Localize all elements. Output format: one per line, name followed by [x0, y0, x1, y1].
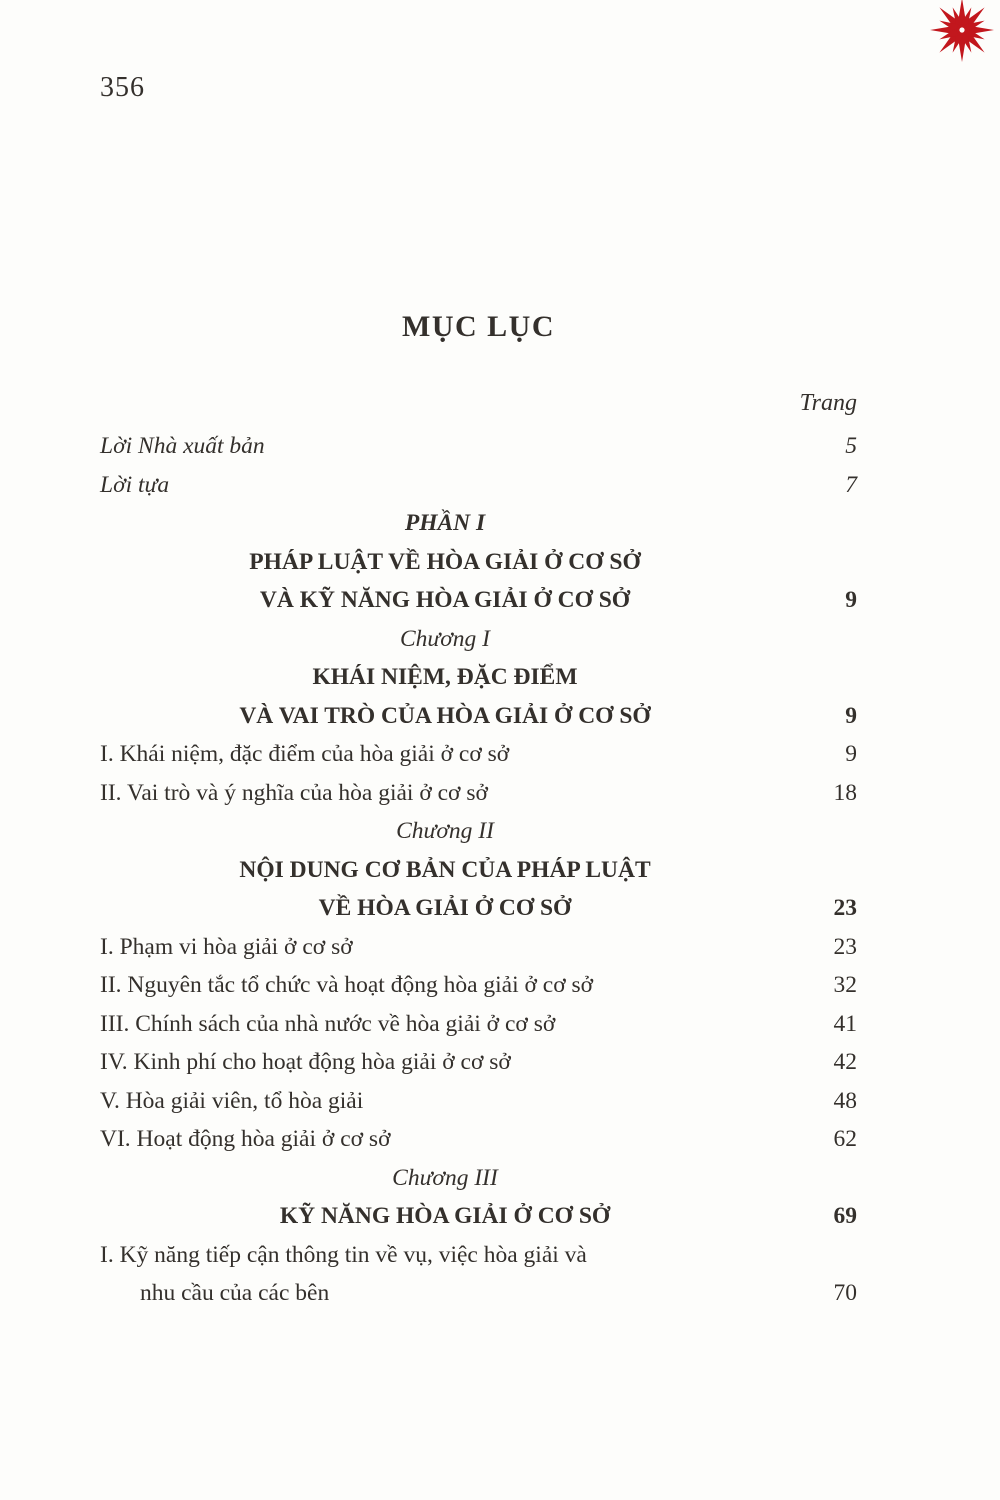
toc-entry-text: PHÁP LUẬT VỀ HÒA GIẢI Ở CƠ SỞ: [249, 548, 641, 575]
toc-entry-text: KỸ NĂNG HÒA GIẢI Ở CƠ SỞ: [279, 1203, 611, 1229]
toc-entry-page: 48: [833, 1087, 857, 1114]
page-number: 356: [100, 72, 145, 103]
toc-entry-text: Chương I: [400, 625, 490, 652]
toc-entry-text: V. Hòa giải viên, tổ hòa giải: [100, 1087, 364, 1114]
toc-entry-page: 18: [833, 779, 857, 806]
toc-row: [100, 1043, 857, 1082]
toc-row: [100, 504, 857, 543]
toc-entry-page: 9: [845, 587, 857, 613]
toc-row: [100, 1236, 857, 1275]
toc-entry-page: 9: [845, 702, 857, 729]
toc-entry-text: PHẦN I: [404, 510, 486, 536]
toc-entry-page: 23: [833, 895, 857, 921]
toc-entry-text: nhu cầu của các bên: [140, 1280, 330, 1306]
toc-row: [100, 1274, 857, 1313]
toc-entry-page: 23: [833, 933, 857, 960]
toc-row: [100, 928, 857, 967]
toc-entry-text: KHÁI NIỆM, ĐẶC ĐIỂM: [312, 664, 578, 690]
toc-row: [100, 1159, 857, 1198]
toc-entry-text: III. Chính sách của nhà nước về hòa giải ở cơ sở: [100, 1010, 556, 1037]
toc-entry-page: 41: [833, 1010, 857, 1037]
toc-entry-text: Lời Nhà xuất bản: [100, 433, 265, 459]
toc-entry-page: 69: [833, 1203, 857, 1229]
toc-rows: [100, 427, 857, 1313]
toc-entry-page: 32: [833, 972, 857, 998]
toc-entry-page: 62: [833, 1126, 857, 1152]
toc-entry-text: Chương II: [396, 818, 494, 844]
toc-entry-text: I. Khái niệm, đặc điểm của hòa giải ở cơ sở: [100, 741, 510, 767]
toc-entry-text: IV. Kinh phí cho hoạt động hòa giải ở cơ sở: [100, 1049, 511, 1075]
toc-row: [100, 1120, 857, 1159]
toc-entry-text: Lời tựa: [100, 471, 170, 498]
toc-row: [100, 427, 857, 466]
toc-row: [100, 697, 857, 736]
toc-entry-text: VỀ HÒA GIẢI Ở CƠ SỞ: [318, 895, 572, 921]
toc-row: [100, 735, 857, 774]
toc-entry-page: 70: [833, 1280, 857, 1306]
toc-row: [100, 1005, 857, 1044]
toc-row: [100, 812, 857, 851]
toc-entry-text: NỘI DUNG CƠ BẢN CỦA PHÁP LUẬT: [239, 856, 651, 883]
toc-row: [100, 1082, 857, 1121]
toc-entry-text: I. Phạm vi hòa giải ở cơ sở: [100, 933, 353, 960]
toc-entry-page: 5: [845, 433, 857, 459]
toc-row: [100, 658, 857, 697]
toc-entry-text: II. Vai trò và ý nghĩa của hòa giải ở cơ sở: [100, 779, 488, 806]
toc-title: MỤC LỤC: [402, 310, 555, 343]
toc-entry-text: I. Kỹ năng tiếp cận thông tin về vụ, việc hòa giải và: [100, 1241, 587, 1268]
toc-row: [100, 966, 857, 1005]
toc-row: [100, 889, 857, 928]
toc-entry-page: 42: [833, 1049, 857, 1075]
toc-row: [100, 543, 857, 582]
toc-row: [100, 774, 857, 813]
toc-entry-text: VI. Hoạt động hòa giải ở cơ sở: [100, 1126, 391, 1152]
toc-entry-text: Chương III: [392, 1164, 498, 1191]
publisher-emblem-icon: [928, 0, 996, 64]
toc-row: [100, 1197, 857, 1236]
toc-entry-page: 9: [845, 741, 857, 767]
toc-entry-page: 7: [845, 471, 857, 498]
toc-row: [100, 620, 857, 659]
toc-entry-text: VÀ KỸ NĂNG HÒA GIẢI Ở CƠ SỞ: [259, 587, 631, 613]
toc-row: [100, 851, 857, 890]
toc-row: [100, 466, 857, 505]
toc-row: [100, 581, 857, 620]
toc-entry-text: VÀ VAI TRÒ CỦA HÒA GIẢI Ở CƠ SỞ: [239, 702, 651, 729]
page-column-header: Trang: [799, 390, 857, 416]
toc-entry-text: II. Nguyên tắc tổ chức và hoạt động hòa giải ở cơ sở: [100, 972, 594, 998]
